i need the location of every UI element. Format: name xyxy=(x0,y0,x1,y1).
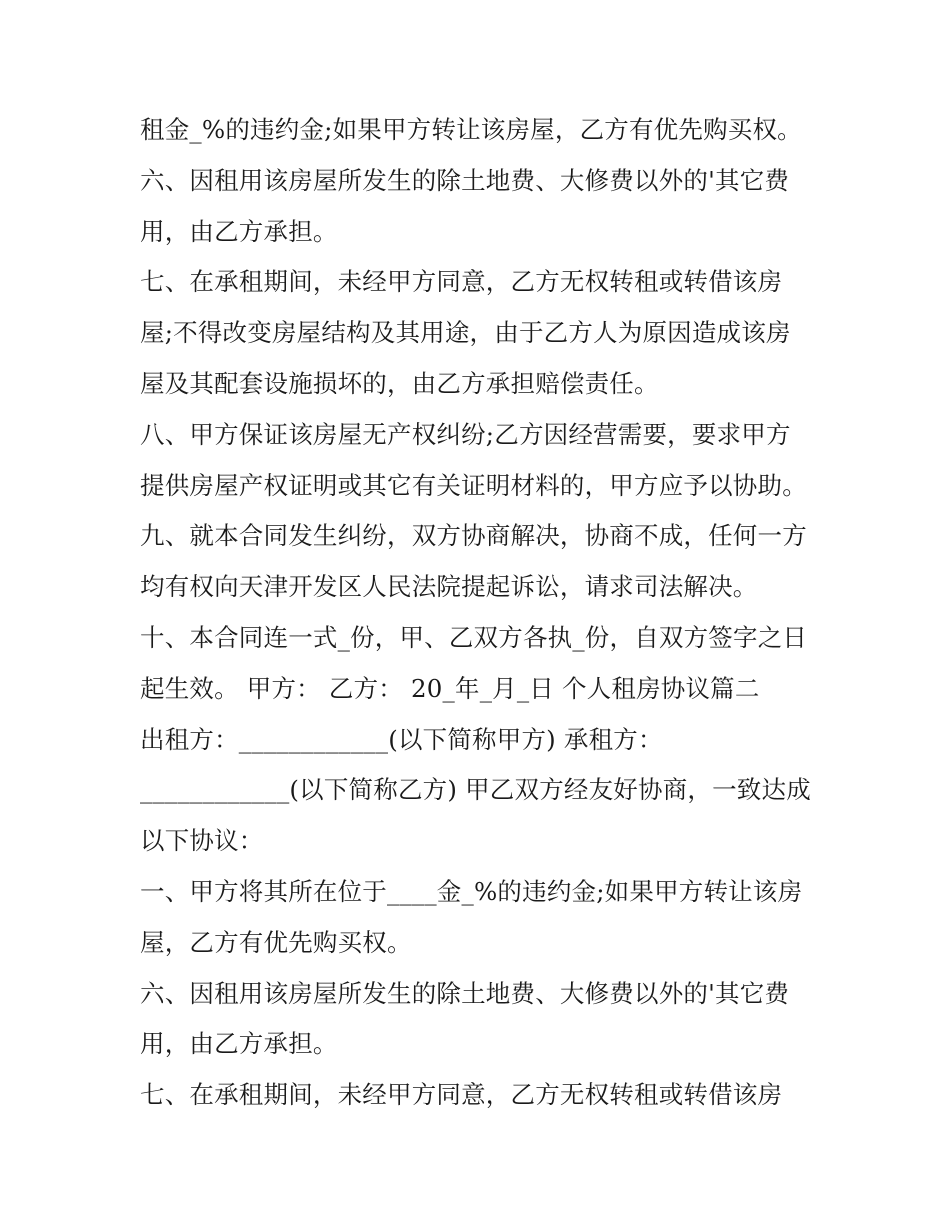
text-line: 一、甲方将其所在位于____金_%的违约金;如果甲方转让该房 xyxy=(140,876,803,906)
text-line: 屋;不得改变房屋结构及其用途，由于乙方人为原因造成该房 xyxy=(140,318,791,348)
text-line: 七、在承租期间，未经甲方同意，乙方无权转租或转借该房 xyxy=(140,1080,783,1110)
text-line: 八、甲方保证该房屋无产权纠纷;乙方因经营需要，要求甲方 xyxy=(140,419,791,449)
text-line: 出租方：____________(以下简称甲方) 承租方： xyxy=(140,724,663,754)
text-line: 六、因租用该房屋所发生的除土地费、大修费以外的'其它费 xyxy=(140,165,790,195)
text-line: 用，由乙方承担。 xyxy=(140,1029,338,1059)
text-line: 屋及其配套设施损坏的，由乙方承担赔偿责任。 xyxy=(140,368,659,398)
text-line: 提供房屋产权证明或其它有关证明材料的，甲方应予以协助。 xyxy=(140,470,807,500)
document-body xyxy=(140,105,830,1121)
text-line: 十、本合同连一式_份，甲、乙双方各执_份，自双方签字之日 xyxy=(140,622,808,652)
text-line: 屋，乙方有优先购买权。 xyxy=(140,927,412,957)
text-line: 用，由乙方承担。 xyxy=(140,216,338,246)
text-line: 九、就本合同发生纠纷，双方协商解决，协商不成，任何一方 xyxy=(140,521,807,551)
text-line: 六、因租用该房屋所发生的除土地费、大修费以外的'其它费 xyxy=(140,978,790,1008)
text-line: ____________(以下简称乙方) 甲乙双方经友好协商，一致达成 xyxy=(140,775,811,805)
text-line: 租金_%的违约金;如果甲方转让该房屋，乙方有优先购买权。 xyxy=(140,115,802,144)
text-line: 以下协议： xyxy=(140,826,264,856)
text-line: 均有权向天津开发区人民法院提起诉讼，请求司法解决。 xyxy=(140,572,758,602)
text-line: 起生效。 甲方： 乙方： 20_年_月_日 个人租房协议篇二 xyxy=(140,673,760,703)
text-line: 七、在承租期间，未经甲方同意，乙方无权转租或转借该房 xyxy=(140,267,783,297)
